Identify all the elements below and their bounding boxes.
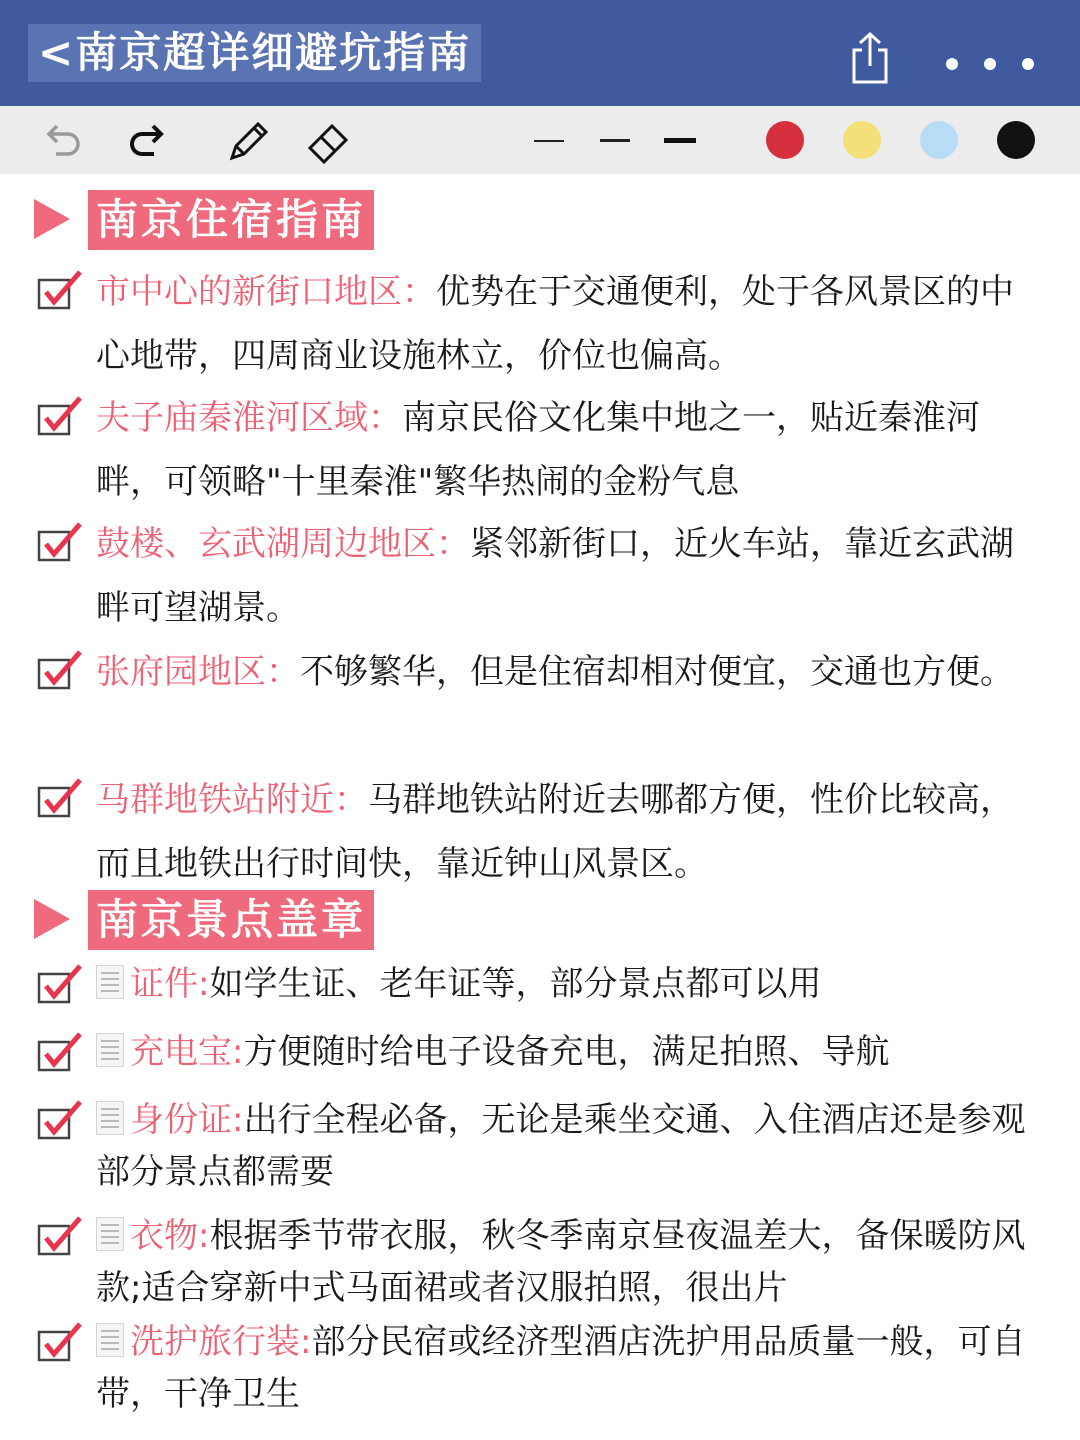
medium-line-icon[interactable] — [600, 116, 634, 164]
more-options-icon[interactable] — [934, 38, 1044, 88]
item-text — [96, 1316, 1026, 1420]
item-description: 紧邻新街口，近火车站，靠近玄武湖畔可望湖景。 — [96, 524, 1014, 628]
item-description: 部分民宿或经济型酒店洗护用品质量一般，可自带，干净卫生 — [96, 1322, 1026, 1414]
checkbox-checked-icon — [36, 1214, 86, 1258]
item-description: 根据季节带衣服，秋冬季南京昼夜温差大，备保暖防风款;适合穿新中式马面裙或者汉服拍照，很出片 — [96, 1216, 1026, 1308]
section-title: 南京景点盖章 — [88, 890, 374, 950]
receipt-icon — [96, 1033, 124, 1067]
item-description: 如学生证、老年证等，部分景点都可以用 — [209, 964, 822, 1004]
item-text — [96, 386, 1026, 514]
item-label: 市中心的新街口地区： — [96, 272, 436, 312]
item-text — [96, 1210, 1026, 1314]
item-description: 南京民俗文化集中地之一，贴近秦淮河畔，可领略"十里秦淮"繁华热闹的金粉气息 — [96, 398, 980, 502]
undo-icon[interactable] — [40, 116, 84, 164]
checkbox-checked-icon — [36, 1320, 86, 1364]
checkbox-checked-icon — [36, 776, 86, 820]
item-label: 身份证: — [130, 1100, 244, 1140]
app-header — [0, 0, 1080, 106]
share-icon[interactable] — [846, 30, 894, 86]
item-description: 方便随时给电子设备充电，满足拍照、导航 — [243, 1032, 890, 1072]
item-label: 马群地铁站附近： — [96, 780, 368, 820]
item-text — [96, 512, 1026, 640]
receipt-icon — [96, 1323, 124, 1357]
pencil-icon[interactable] — [224, 116, 272, 164]
item-description: 马群地铁站附近去哪都方便，性价比较高，而且地铁出行时间快，靠近钟山风景区。 — [96, 780, 1014, 884]
thick-line-icon[interactable] — [664, 116, 700, 164]
checkbox-checked-icon — [36, 268, 86, 312]
color-yellow-swatch[interactable] — [843, 121, 881, 159]
item-label: 衣物: — [130, 1216, 210, 1256]
item-label: 张府园地区： — [96, 652, 300, 692]
checkbox-checked-icon — [36, 520, 86, 564]
checkbox-checked-icon — [36, 962, 86, 1006]
checkbox-checked-icon — [36, 1030, 86, 1074]
item-text — [96, 768, 1026, 896]
item-description: 出行全程必备，无论是乘坐交通、入住酒店还是参观部分景点都需要 — [96, 1100, 1026, 1192]
thin-line-icon[interactable] — [534, 116, 568, 164]
item-text — [96, 1026, 1026, 1078]
item-description: 不够繁华，但是住宿却相对便宜，交通也方便。 — [300, 652, 1014, 692]
item-text — [96, 958, 1026, 1010]
item-label: 鼓楼、玄武湖周边地区： — [96, 524, 470, 564]
item-text — [96, 1094, 1026, 1198]
item-text — [96, 260, 1026, 388]
triangle-bullet-icon — [34, 899, 70, 939]
color-black-swatch[interactable] — [997, 121, 1035, 159]
item-label: 充电宝: — [130, 1032, 244, 1072]
redo-icon[interactable] — [126, 116, 170, 164]
item-description: 优势在于交通便利，处于各风景区的中心地带，四周商业设施林立，价位也偏高。 — [96, 272, 1014, 376]
color-lightblue-swatch[interactable] — [920, 121, 958, 159]
page-title[interactable]: <南京超详细避坑指南 — [28, 24, 481, 82]
section-title: 南京住宿指南 — [88, 190, 374, 250]
checkbox-checked-icon — [36, 394, 86, 438]
eraser-icon[interactable] — [304, 116, 352, 164]
receipt-icon — [96, 1101, 124, 1135]
item-label: 洗护旅行装: — [130, 1322, 312, 1362]
item-label: 夫子庙秦淮河区域： — [96, 398, 402, 438]
color-red-swatch[interactable] — [766, 121, 804, 159]
triangle-bullet-icon — [34, 199, 70, 239]
checkbox-checked-icon — [36, 1098, 86, 1142]
checkbox-checked-icon — [36, 648, 86, 692]
item-text — [96, 640, 1026, 704]
drawing-toolbar — [0, 106, 1080, 174]
item-label: 证件: — [130, 964, 210, 1004]
receipt-icon — [96, 965, 124, 999]
receipt-icon — [96, 1217, 124, 1251]
